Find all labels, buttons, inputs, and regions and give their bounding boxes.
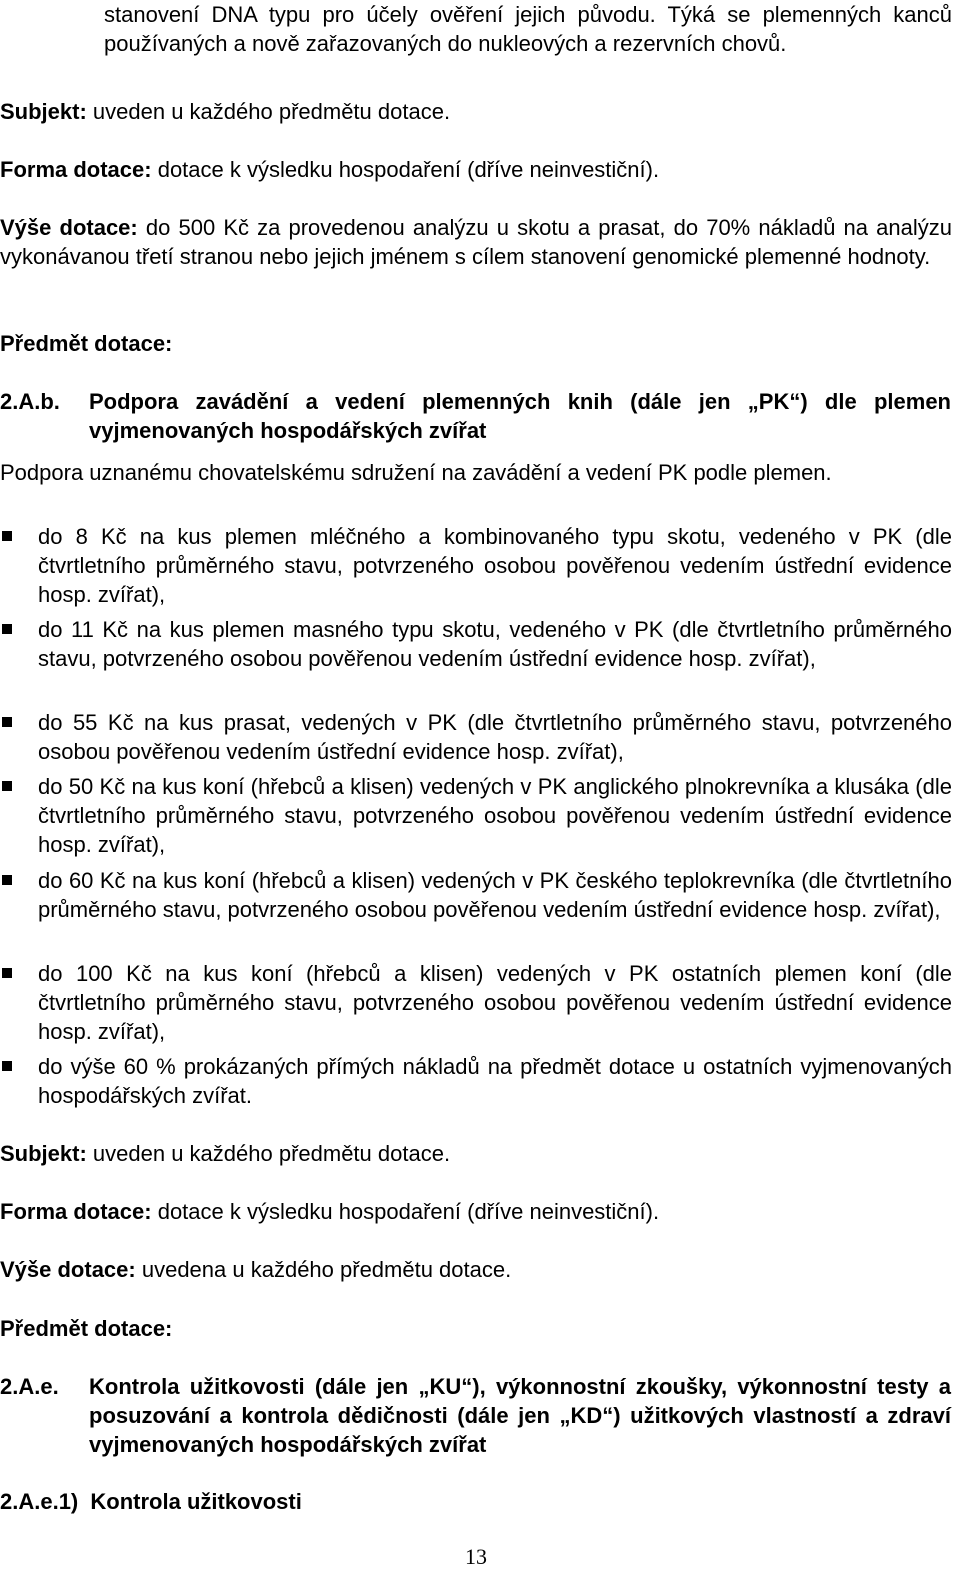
square-bullet-icon <box>2 875 12 885</box>
document-page: stanovení DNA typu pro účely ověření jejich původu. Týká se plemenných kanců používaných a nově zařazovaných do nukleových a rezervních chovů. Subjekt: uveden u každého předmětu dotace. Forma dotace: dotace k výsledku hospodaření (dříve neinvestiční). Výše dotace: do 500 Kč za provedenou analýzu u skotu a prasat, do 70% nákladů na analýzu vykonávanou třetí stranou nebo jejich jménem s cílem stanovení genomické plemenné hodnoty. Předmět dotace: 2.A.b. Podpora zavádění a vedení plemenných knih (dále jen „PK“) dle plemen vyjmenovaných hospodářských zvířat Podpora uznanému chovatelskému sdružení na zavádění a vedení PK podle plemen. do 8 Kč na kus plemen mléčného a kombinovaného typu skotu, vedeného v PK (dle čtvrtletního průměrného stavu, potvrzeného osobou pověřenou vedením ústřední evidence hosp. zvířat), do 11 Kč na kus plemen masného typu skotu, vedeného v PK (dle čtvrtletního průměrného stavu, potvrzeného osobou pověřenou vedením ústřední evidence hosp. zvířat), do 55 Kč na kus prasat, vedených v PK (dle čtvrtletního průměrného stavu, potvrzeného osobou pověřenou vedením ústřední evidence hosp. zvířat), do 50 Kč na kus koní (hřebců a klisen) vedených v PK anglického plnokrevníka a klusáka (dle čtvrtletního průměrného stavu, potvrzeného osobou pověřenou vedením ústřední evidence hosp. zvířat), do 60 Kč na kus koní (hřebců a klisen) vedených v PK českého teplokrevníka (dle čtvrtletního průměrného stavu, potvrzeného osobou pověřenou vedením ústřední evidence hosp. zvířat), do 100 Kč na kus koní (hřebců a klisen) vedených v PK ostatních plemen koní (dle čtvrtletního průměrného stavu, potvrzeného osobou pověřenou vedením ústřední evidence hosp. zvířat), do výše 60 % prokázaných přímých nákladů na předmět dotace u ostatních vyjmenovaných hospodářských zvířat. Subjekt: uveden u každého předmětu dotace. Forma dotace: dotace k výsledku hospodaření (dříve neinvestiční). Výše dotace: uvedena u každého předmětu dotace. Předmět dotace: 2.A.e. Kontrola užitkovosti (dále jen „KU“), výkonnostní zkoušky, výkonnostní testy a posuzování a kontrola dědičnosti (dále jen „KD“) užitkových vlastností a zdraví vyjmenovaných hospodářských zvířat 2.A.e.1) Kontrola užitkovosti 13 <box>0 2 952 1569</box>
subjekt-label: Subjekt: <box>0 1141 87 1166</box>
forma-line <box>0 1197 952 1226</box>
section-title: Kontrola užitkovosti (dále jen „KU“), výkonnostní zkoušky, výkonnostní testy a posuzování a kontrola dědičnosti (dále jen „KD“) užitkových vlastností a zdraví vyjmenovaných hospodářských zvířat <box>89 1374 951 1457</box>
square-bullet-icon <box>2 531 12 541</box>
section-title: Podpora zavádění a vedení plemenných knih (dále jen „PK“) dle plemen vyjmenovaných hospodářských zvířat <box>89 389 951 443</box>
subjekt-line <box>0 1139 952 1168</box>
vyse-line <box>0 1255 952 1284</box>
square-bullet-icon <box>2 624 12 634</box>
square-bullet-icon <box>2 968 12 978</box>
subsection-heading-2Ae1 <box>0 1487 952 1516</box>
subsection-title: Kontrola užitkovosti <box>90 1489 302 1514</box>
vyse-text: do 500 Kč za provedenou analýzu u skotu a prasat, do 70% nákladů na analýzu vykonávanou třetí stranou nebo jejich jménem s cílem stanovení genomické plemenné hodnoty. <box>0 215 952 269</box>
subjekt-line <box>0 97 952 126</box>
section-number: 2.A.b. <box>0 389 60 414</box>
forma-text: dotace k výsledku hospodaření (dříve neinvestiční). <box>151 1199 660 1224</box>
section-number: 2.A.e. <box>0 1374 59 1399</box>
forma-label: Forma dotace: <box>0 1199 152 1224</box>
page-number: 13 <box>465 1544 487 1569</box>
subsection-number: 2.A.e.1) <box>0 1489 79 1514</box>
forma-line <box>0 155 952 184</box>
square-bullet-icon <box>2 1061 12 1071</box>
predmet-heading: Předmět dotace: <box>0 331 173 356</box>
vyse-label: Výše dotace: <box>0 215 138 240</box>
subjekt-label: Subjekt: <box>0 99 87 124</box>
subjekt-text: uveden u každého předmětu dotace. <box>86 99 451 124</box>
section-intro: Podpora uznanému chovatelskému sdružení na zavádění a vedení PK podle plemen. <box>0 460 832 485</box>
vyse-label: Výše dotace: <box>0 1257 136 1282</box>
continued-paragraph: stanovení DNA typu pro účely ověření jejich původu. Týká se plemenných kanců používaných a nově zařazovaných do nukleových a rezervních chovů. <box>104 2 952 56</box>
square-bullet-icon <box>2 781 12 791</box>
forma-label: Forma dotace: <box>0 157 152 182</box>
predmet-heading: Předmět dotace: <box>0 1316 173 1341</box>
vyse-paragraph <box>0 213 952 271</box>
forma-text: dotace k výsledku hospodaření (dříve neinvestiční). <box>151 157 660 182</box>
vyse-text: uvedena u každého předmětu dotace. <box>135 1257 512 1282</box>
subjekt-text: uveden u každého předmětu dotace. <box>86 1141 451 1166</box>
square-bullet-icon <box>2 717 12 727</box>
